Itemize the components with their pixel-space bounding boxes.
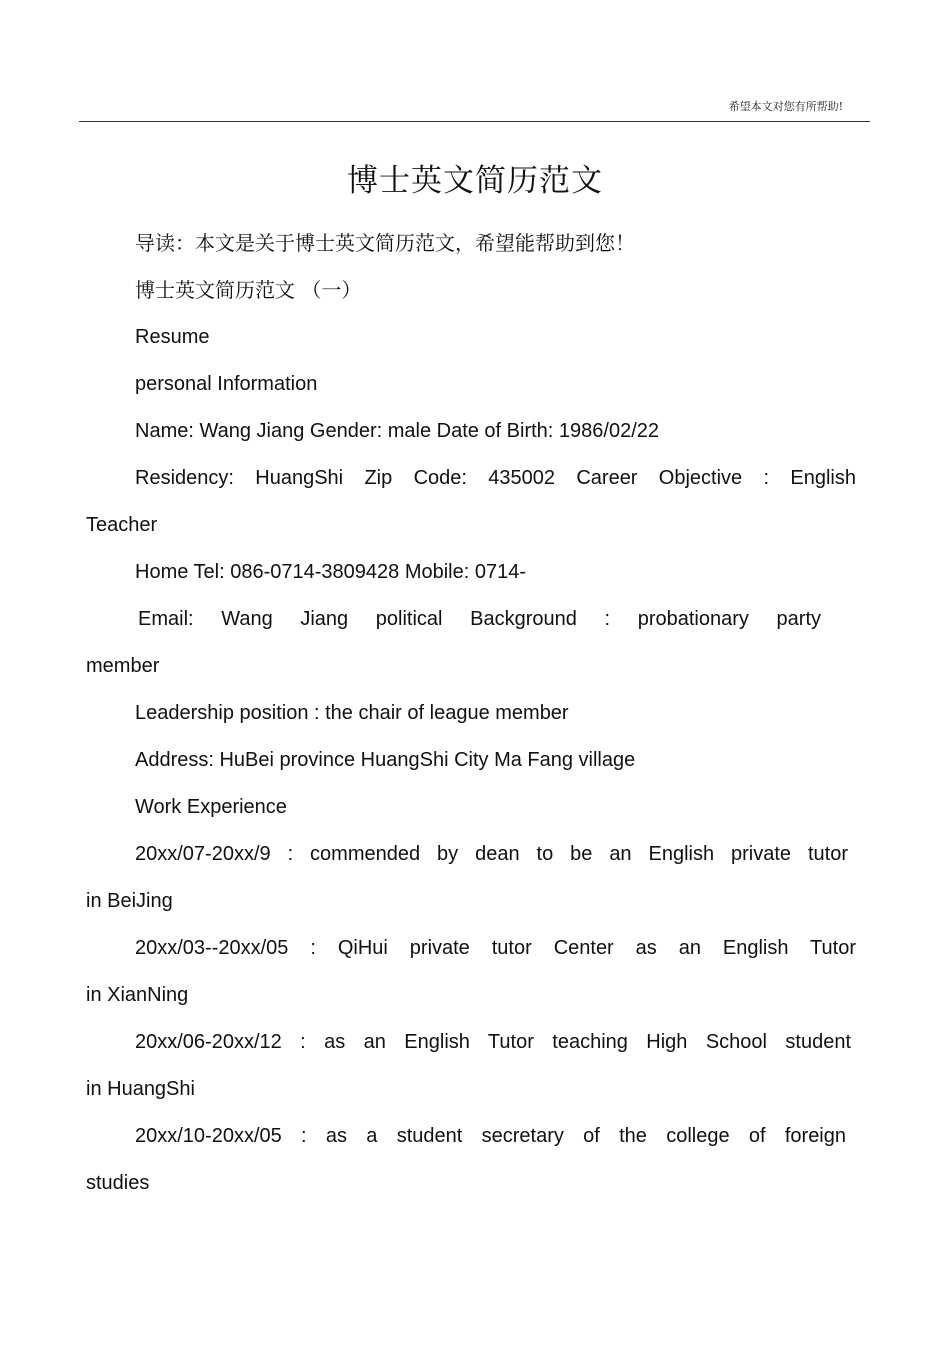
section-heading: 博士英文简历范文 （一） <box>135 278 362 302</box>
work-experience-heading: Work Experience <box>135 796 287 818</box>
header-divider <box>79 121 870 122</box>
email-line-continued: member <box>86 655 160 677</box>
document-body <box>86 220 856 1207</box>
residency-line-continued: Teacher <box>86 514 158 536</box>
intro-paragraph: 导读：本文是关于博士英文简历范文，希望能帮助到您！ <box>135 231 635 255</box>
email-line: Email: Wang Jiang political Background : probationary party <box>138 608 821 630</box>
work-entry-1: 20xx/07-20xx/9 : commended by dean to be an English private tutor <box>135 843 848 865</box>
work-entry-4-continued: studies <box>86 1172 150 1194</box>
work-entry-3: 20xx/06-20xx/12 : as an English Tutor teaching High School student <box>135 1031 851 1053</box>
address-line: Address: HuBei province HuangShi City Ma Fang village <box>135 749 636 771</box>
leadership-line: Leadership position : the chair of league member <box>135 702 569 724</box>
header-note: 希望本文对您有所帮助! <box>728 100 843 113</box>
residency-line: Residency: HuangShi Zip Code: 435002 Career Objective : English <box>135 467 856 489</box>
name-line: Name: Wang Jiang Gender: male Date of Birth: 1986/02/22 <box>135 420 659 442</box>
work-entry-3-continued: in HuangShi <box>86 1078 195 1100</box>
work-entry-2-continued: in XianNing <box>86 984 189 1006</box>
work-entry-2: 20xx/03--20xx/05 : QiHui private tutor Center as an English Tutor <box>135 937 856 959</box>
page-title: 博士英文简历范文 <box>347 163 603 199</box>
work-entry-4: 20xx/10-20xx/05 : as a student secretary of the college of foreign <box>135 1125 846 1147</box>
personal-info-heading: personal Information <box>135 373 318 395</box>
resume-heading: Resume <box>135 326 210 348</box>
home-tel-line: Home Tel: 086-0714-3809428 Mobile: 0714- <box>135 561 527 583</box>
work-entry-1-continued: in BeiJing <box>86 890 173 912</box>
